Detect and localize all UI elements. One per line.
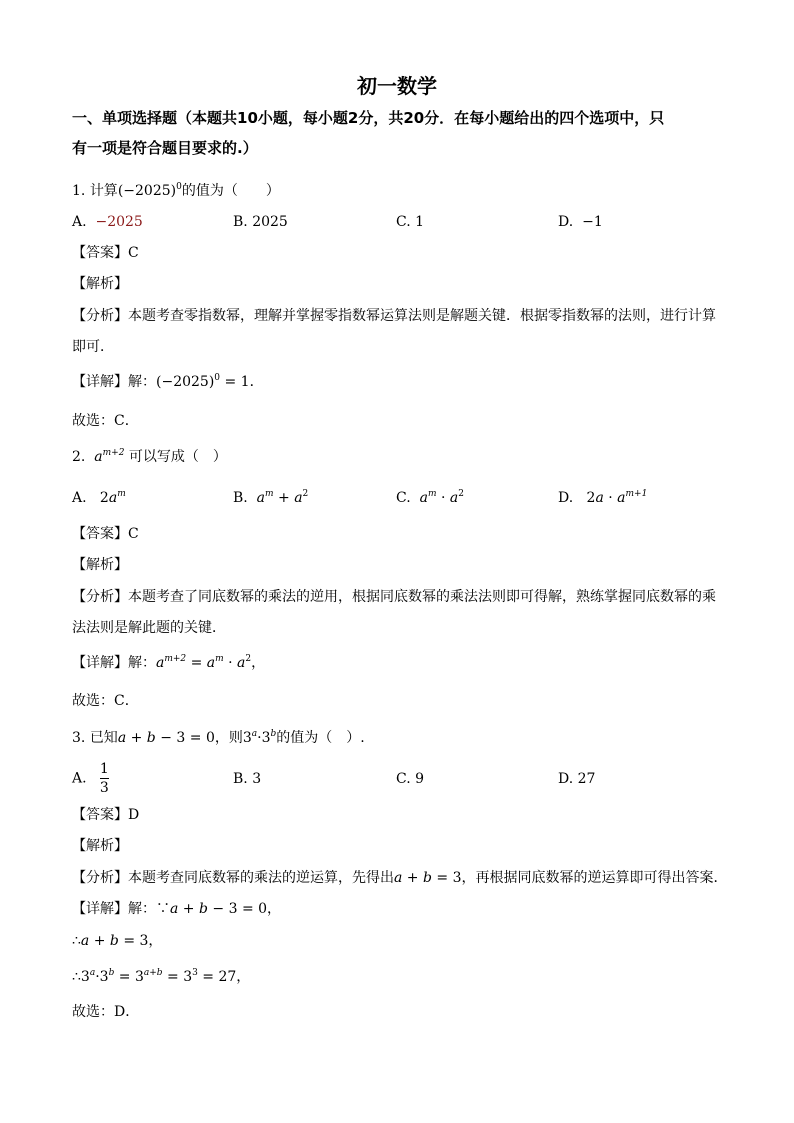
q3-choose: 故选：D． [72,1004,140,1020]
q1-option-c: C. 1 [396,214,425,230]
q2-answer: 【答案】C [72,526,139,542]
q2-option-c: C. $a^m \cdot a^2$ [396,489,464,506]
q3-option-a: A. $\frac{1}{3}$ [72,761,109,796]
q1-option-b: B. 2025 [233,214,288,230]
q3-detail-line2: ∴a + b = 3， [72,933,163,949]
fraction-one-third: $\frac{1}{3}$ [99,761,109,796]
q3-option-b: B. 3 [233,771,262,787]
q1-answer: 【答案】C [72,245,139,261]
q3-option-c: C. 9 [396,771,425,787]
q2-fenxi-line1: 【分析】本题考查了同底数幂的乘法的逆用，根据同底数幂的乘法法则即可得解，熟练掌握同底数幂的乘 [72,589,716,605]
q2-detail: 【详解】解：$a^{m+2} = a^m \cdot a^2$， [72,654,266,671]
q3-option-d: D. 27 [558,771,596,787]
q1-option-a: A. −2025 [72,214,143,230]
question-1-stem: 1. 计算$(-2025)^0$的值为（ ） [72,182,280,199]
q1-analysis-label: 【解析】 [72,276,128,292]
q1-fenxi-line2: 即可． [72,339,114,355]
section-heading-line2: 有一项是符合题目要求的.） [72,139,258,157]
q3-detail-line3: $\therefore 3^a\cdot 3^b = 3^{a+b} = 3^3 = 27$， [72,968,251,985]
q3-analysis-label: 【解析】 [72,838,128,854]
q3-fenxi: 【分析】本题考查同底数幂的乘法的逆运算，先得出a + b = 3，再根据同底数幂的逆运算即可得出答案． [72,870,728,886]
q2-option-b: B. $a^m + a^2$ [233,489,309,506]
q1-choose: 故选：C． [72,413,139,429]
q2-option-a: A. $2a^m$ [72,489,126,506]
q3-answer: 【答案】D [72,807,140,823]
q2-option-d: D. $2a \cdot a^{m+1}$ [558,489,648,506]
q1-fenxi-line1: 【分析】本题考查零指数幂，理解并掌握零指数幂运算法则是解题关键．根据零指数幂的法则，进行计算 [72,308,716,324]
q2-fenxi-line2: 法法则是解此题的关键． [72,620,226,636]
q1-detail: 【详解】解：$(-2025)^0 = 1$． [72,373,264,390]
page-title: 初一数学 [357,74,437,98]
q3-detail-line1: 【详解】解：∵a + b − 3 = 0， [72,901,282,917]
q2-analysis-label: 【解析】 [72,557,128,573]
section-heading-line1: 一、单项选择题（本题共10小题，每小题2分，共20分．在每小题给出的四个选项中，只 [72,109,665,127]
question-2-stem: 2. $a^{m+2}$ 可以写成（ ） [72,448,227,465]
q1-option-d: D. −1 [558,214,603,230]
question-3-stem: 3. 已知a + b − 3 = 0，则$3^a\cdot 3^b$的值为（ ）. [72,729,365,746]
q2-choose: 故选：C． [72,693,139,709]
